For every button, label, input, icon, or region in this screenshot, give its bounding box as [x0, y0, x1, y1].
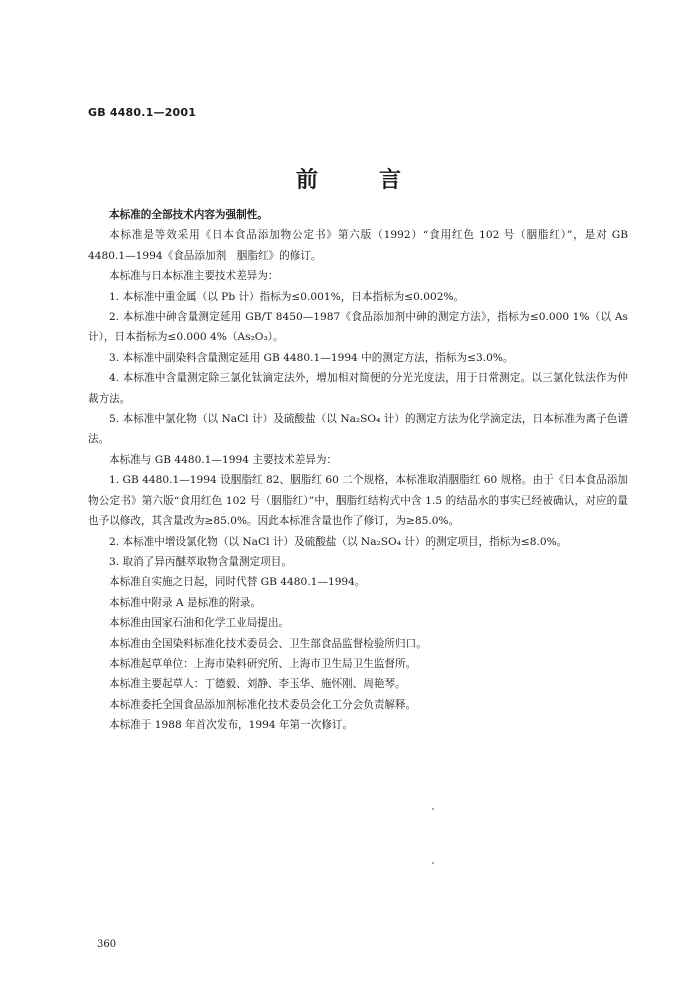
title-char-1: 前 — [295, 167, 321, 193]
foreword-body — [88, 205, 628, 736]
paragraph: 2. 本标准中增设氯化物（以 NaCl 计）及硫酸盐（以 Na₂SO₄ 计）的测定项目，指标为≤8.0%。 — [109, 535, 568, 548]
paragraph: 3. 取消了异丙醚萃取物含量测定项目。 — [109, 555, 292, 568]
paragraph: 本标准与 GB 4480.1—1994 主要技术差异为： — [109, 453, 338, 466]
scan-speck — [432, 548, 434, 550]
paragraph: 本标准主要起草人：丁德毅、刘静、李玉华、施怀刚、周艳琴。 — [109, 678, 406, 691]
paragraph: 本标准中附录 A 是标准的附录。 — [109, 596, 262, 609]
paragraph: 1. GB 4480.1—1994 设胭脂红 82、胭脂红 60 二个规格，本标准取消胭脂红 60 规格。由于《日本食品添加物公定书》第六版“食用红色 102 号（胭脂红）”中，胭脂红结构式中含 1.5 的结晶水的事实已经被确认，对应的量也予以修改，其含量改为≥85.0%。因此本标准含量也作了修订，为≥85.0%。 — [88, 474, 628, 528]
paragraph: 3. 本标准中副染料含量测定延用 GB 4480.1—1994 中的测定方法，指标为≤3.0%。 — [109, 351, 514, 364]
paragraph: 本标准与日本标准主要技术差异为： — [109, 270, 279, 283]
paragraph: 4. 本标准中含量测定除三氯化钛滴定法外，增加相对简便的分光光度法，用于日常测定。以三氯化钛法作为仲裁方法。 — [88, 372, 628, 405]
scan-speck — [432, 808, 434, 810]
page-title — [0, 163, 700, 194]
paragraph: 5. 本标准中氯化物（以 NaCl 计）及硫酸盐（以 Na₂SO₄ 计）的测定方法为化学滴定法，日本标准为离子色谱法。 — [88, 413, 628, 446]
paragraph: 本标准于 1988 年首次发布，1994 年第一次修订。 — [109, 719, 354, 732]
paragraph: 本标准起草单位：上海市染料研究所、上海市卫生局卫生监督所。 — [109, 657, 417, 670]
paragraph: 本标准是等效采用《日本食品添加物公定书》第六版（1992）“食用红色 102 号（胭脂红）”，是对 GB 4480.1—1994《食品添加剂 胭脂红》的修订。 — [88, 229, 628, 262]
paragraph: 本标准自实施之日起，同时代替 GB 4480.1—1994。 — [109, 576, 366, 589]
paragraph: 2. 本标准中砷含量测定延用 GB/T 8450—1987《食品添加剂中砷的测定方法》，指标为≤0.000 1%（以 As 计），日本指标为≤0.000 4%（As₂O₃）。 — [88, 311, 628, 344]
paragraph: 本标准由全国染料标准化技术委员会、卫生部食品监督检验所归口。 — [109, 637, 427, 650]
paragraph: 本标准由国家石油和化学工业局提出。 — [109, 617, 290, 630]
paragraph: 本标准委托全国食品添加剂标准化技术委员会化工分会负责解释。 — [109, 698, 417, 711]
paragraph: 本标准的全部技术内容为强制性。 — [109, 209, 268, 221]
page-number: 360 — [97, 939, 117, 950]
scan-speck — [432, 862, 434, 864]
standard-number: GB 4480.1—2001 — [88, 106, 197, 119]
paragraph: 1. 本标准中重金属（以 Pb 计）指标为≤0.001%，日本指标为≤0.002%。 — [109, 290, 465, 303]
title-char-2: 言 — [379, 167, 405, 193]
